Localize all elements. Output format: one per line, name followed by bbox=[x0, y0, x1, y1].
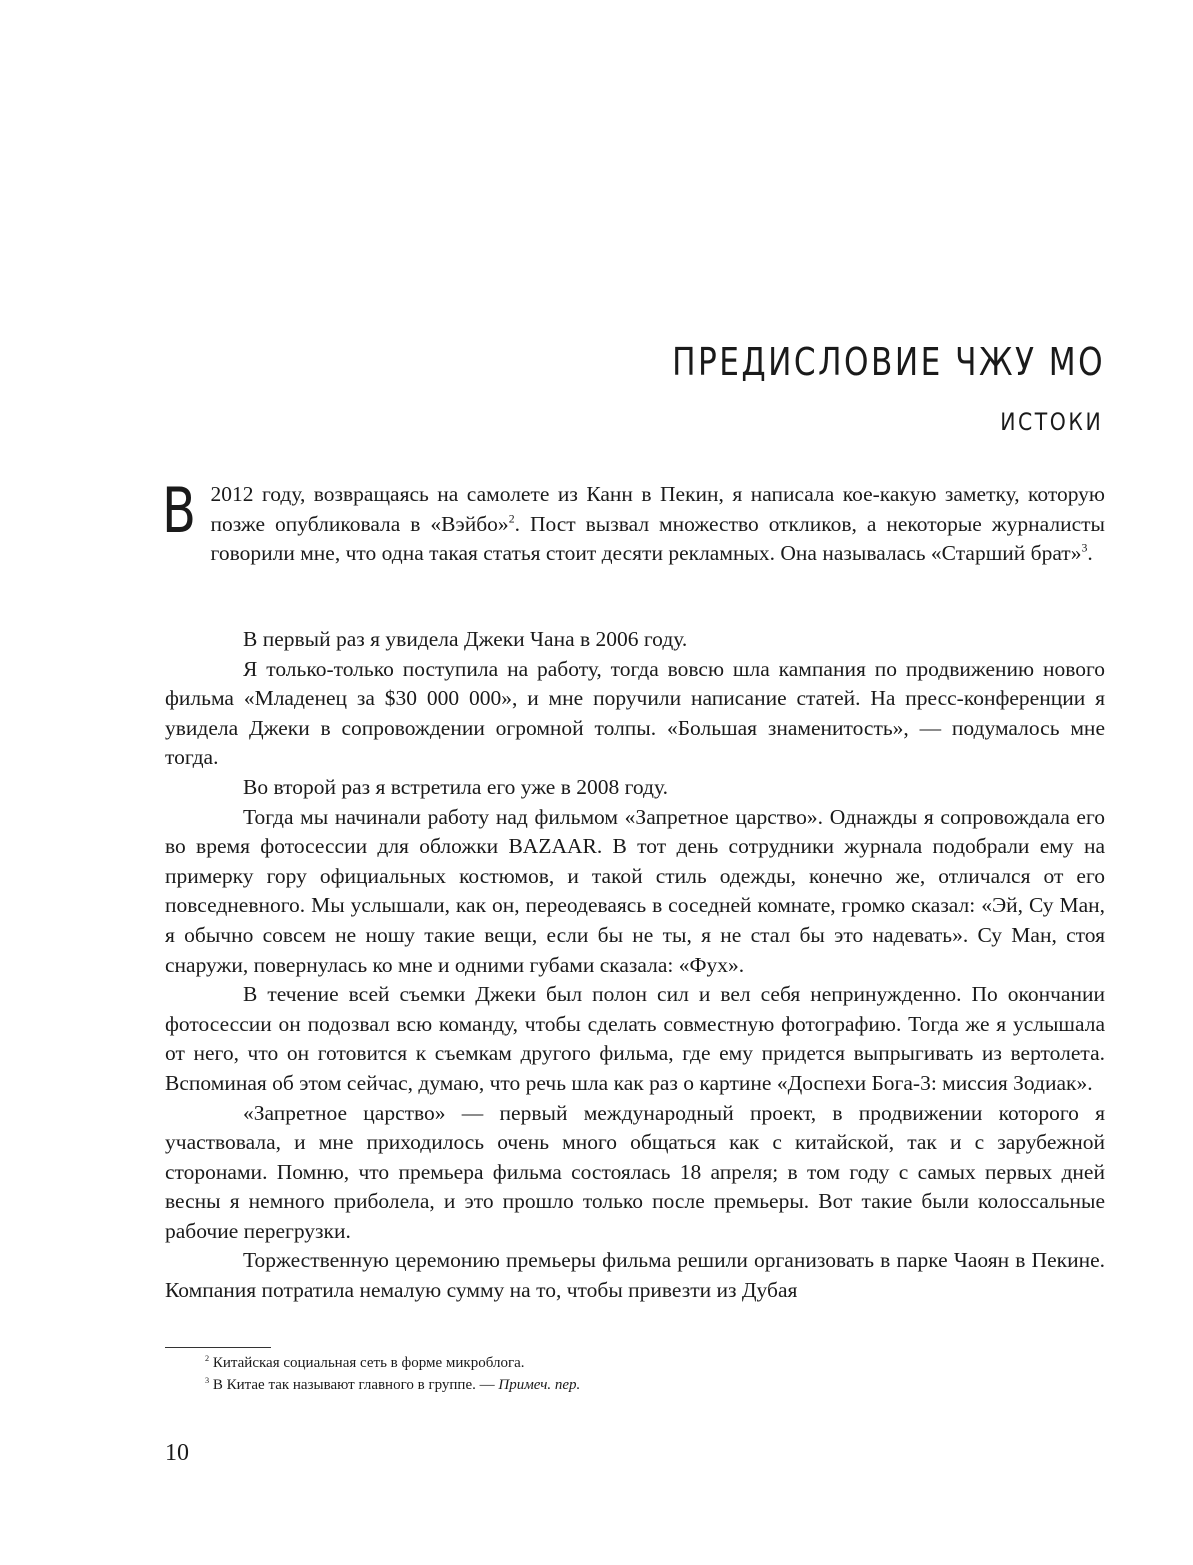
paragraph: В течение всей съемки Джеки был полон сил и вел себя непринужденно. По окончании фотосессии он подозвал всю команду, чтобы сделать совместную фотографию. Тогда же я услышала от него, что он готовится к съемкам другого фильма, где ему придется выпрыгивать из вертолета. Вспоминая об этом сейчас, думаю, что речь шла как раз о картине «Доспехи Бога-3: миссия Зодиак». bbox=[165, 982, 1105, 1095]
chapter-subtitle: ИСТОКИ bbox=[999, 408, 1103, 436]
drop-cap: В bbox=[162, 474, 197, 547]
paragraph: В первый раз я увидела Джеки Чана в 2006 году. bbox=[243, 627, 688, 651]
footnote-text: В Китае так называют главного в группе. — bbox=[212, 1377, 499, 1393]
footnote bbox=[205, 1352, 580, 1374]
footnote-number: 2 bbox=[205, 1354, 210, 1364]
footnote bbox=[205, 1374, 580, 1396]
translator-note: Примеч. пер. bbox=[498, 1377, 581, 1393]
page-number: 10 bbox=[165, 1440, 189, 1466]
paragraph: Тогда мы начинали работу над фильмом «Запретное царство». Однажды я сопровождала его во время фотосессии для обложки BAZAAR. В тот день сотрудники журнала подобрали ему на примерку гору официальных костюмов, и такой стиль одежды, конечно же, отличался от его повседневного. Мы услышали, как он, переодеваясь в соседней комнате, громко сказал: «Эй, Су Ман, я обычно совсем не ношу такие вещи, если бы не ты, я не стал бы это надевать». Су Ман, стоя снаружи, повернулась ко мне и одними губами сказала: «Фух». bbox=[165, 804, 1105, 977]
footnotes bbox=[205, 1352, 580, 1396]
footnote-text: Китайская социальная сеть в форме микроблога. bbox=[212, 1355, 525, 1371]
paragraph: Торжественную церемонию премьеры фильма решили организовать в парке Чаоян в Пекине. Компания потратила немалую сумму на то, чтобы привезти из Дубая bbox=[165, 1248, 1105, 1303]
lead-paragraph bbox=[162, 474, 1105, 569]
body-text bbox=[165, 625, 1105, 1306]
paragraph: Во второй раз я встретила его уже в 2008 году. bbox=[243, 774, 668, 799]
chapter-title: ПРЕДИСЛОВИЕ ЧЖУ МО bbox=[671, 340, 1105, 384]
lead-text-part-1: 2012 году, возвращаясь на самолете из Канн в Пекин, я написала кое-какую заметку, которую позже опубликовала в «Вэйбо» bbox=[210, 482, 1105, 536]
paragraph: Я только-только поступила на работу, тогда вовсю шла кампания по продвижению нового фильма «Младенец за $30 000 000», и мне поручили написание статей. На пресс-конференции я увидела Джеки в сопровождении огромной толпы. «Большая знаменитость», — подумалось мне тогда. bbox=[165, 656, 1105, 770]
footnote-number: 3 bbox=[205, 1376, 210, 1386]
footnote-divider bbox=[165, 1347, 271, 1348]
lead-text-part-3: . bbox=[1087, 541, 1093, 566]
lead-text-part-2: . Пост вызвал множество откликов, а некоторые журналисты говорили мне, что одна такая статья стоит десяти рекламных. Она называлась «Старший брат» bbox=[210, 511, 1105, 566]
paragraph: «Запретное царство» — первый международный проект, в продвижении которого я участвовала, и мне приходилось очень много общаться как с китайской, так и с зарубежной сторонами. Помню, что премьера фильма состоялась 18 апреля; в том году с самых первых дней весны я немного приболела, и это прошло только после премьеры. Вот такие были колоссальные рабочие перегрузки. bbox=[165, 1100, 1105, 1243]
footnote-ref: 2 bbox=[508, 511, 515, 526]
footnote-ref: 3 bbox=[1081, 540, 1088, 555]
